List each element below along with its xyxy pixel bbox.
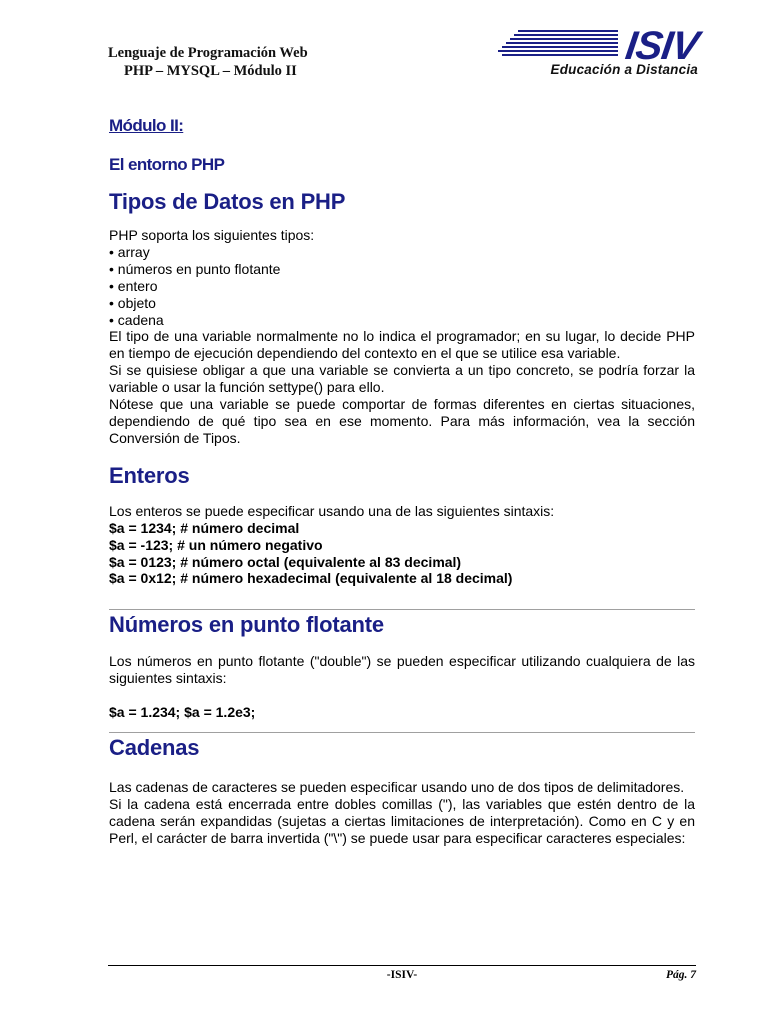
heading-enteros: Enteros: [109, 462, 190, 488]
enteros-intro: Los enteros se puede especificar usando una de las siguientes sintaxis:: [109, 502, 555, 519]
code-line: $a = 1234; # número decimal: [109, 519, 300, 536]
code-line: $a = -123; # un número negativo: [109, 536, 323, 553]
course-title: Lenguaje de Programación Web: [108, 45, 308, 61]
course-subtitle: PHP – MYSQL – Módulo II: [124, 63, 297, 79]
section-divider: [109, 732, 695, 733]
heading-tipos: Tipos de Datos en PHP: [109, 189, 346, 214]
page-number: Pág. 7: [665, 969, 696, 981]
section-title: El entorno PHP: [109, 155, 225, 174]
tipos-paragraph-2: Si se quisiese obligar a que una variable se convierta a un tipo concreto, se podría forzar la variable o usar la función settype() para ello.: [109, 362, 695, 396]
cadenas-paragraph-2: Si la cadena está encerrada entre dobles comillas ("), las variables que estén dentro de la cadena serán expandidas (sujetas a ciertas limitaciones de interpretación). Como en C y en Perl, el carácter de barra invertida ("\") se puede usar para especificar caracteres especiales:: [109, 795, 695, 846]
flotante-text: Los números en punto flotante ("double") se pueden especificar utilizando cualquiera de las siguientes sintaxis:: [109, 653, 695, 687]
tipos-intro: PHP soporta los siguientes tipos:: [109, 227, 315, 243]
tipos-paragraph-3: Nótese que una variable se puede comportar de formas diferentes en ciertas situaciones, dependiendo de qué tipo sea en ese momento. Para más información, vea la sección Conversión de Tipos.: [109, 396, 695, 446]
list-item: • cadena: [109, 311, 164, 328]
types-list: [109, 244, 695, 329]
logo-wordmark: ISIV: [623, 24, 702, 68]
list-item: • números en punto flotante: [109, 260, 281, 277]
isiv-logo: [498, 24, 702, 77]
list-item: • objeto: [109, 294, 156, 311]
list-item: • entero: [109, 277, 158, 294]
heading-cadenas: Cadenas: [109, 735, 200, 761]
code-line: $a = 1.234; $a = 1.2e3;: [109, 704, 256, 721]
tipos-paragraph-1: El tipo de una variable normalmente no lo indica el programador; en su lugar, lo decide PHP en tiempo de ejecución dependiendo del contexto en el que se utilice esa variable.: [109, 328, 695, 362]
cadenas-paragraph-1: Las cadenas de caracteres se pueden especificar usando uno de dos tipos de delimitadores.: [109, 779, 685, 796]
page-content: [109, 116, 695, 847]
document-header: [108, 44, 308, 80]
list-item: • array: [109, 243, 150, 260]
module-title: Módulo II:: [109, 116, 184, 135]
logo-tagline: Educación a Distancia: [550, 62, 698, 77]
footer-divider: [108, 965, 696, 966]
section-divider: [109, 609, 695, 610]
code-line: $a = 0x12; # número hexadecimal (equivalente al 18 decimal): [109, 570, 513, 587]
heading-flotante: Números en punto flotante: [109, 612, 384, 638]
logo-speed-lines: [498, 30, 618, 60]
footer-label: -ISIV-: [386, 969, 418, 981]
code-line: $a = 0123; # número octal (equivalente al 83 decimal): [109, 553, 462, 570]
